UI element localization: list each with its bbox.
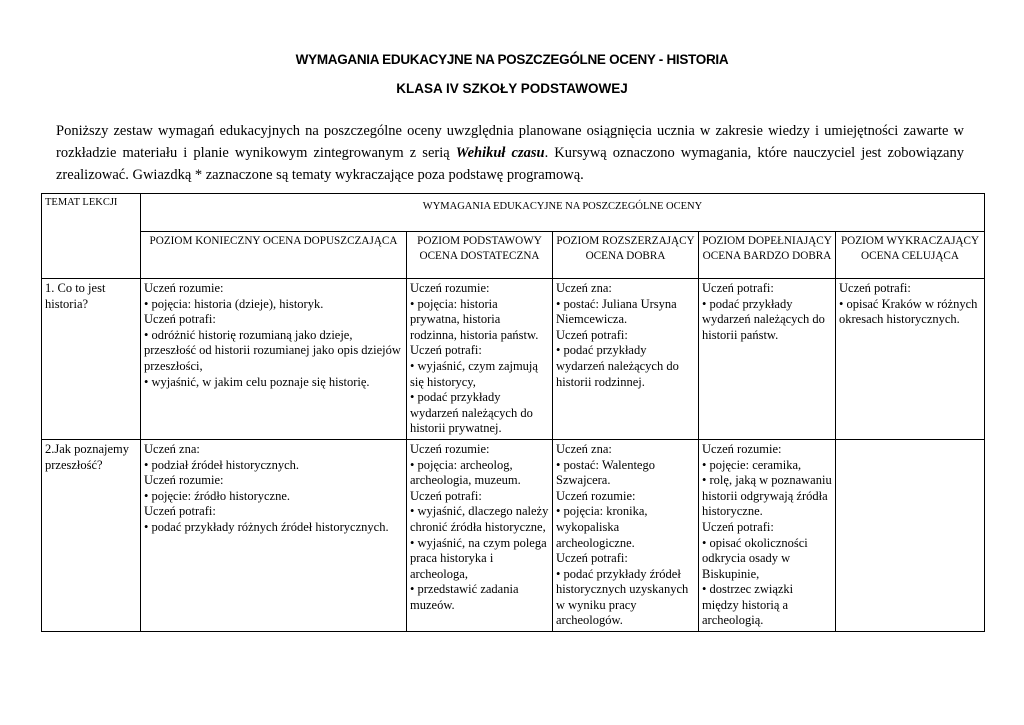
- intro-text-after: . Kursywą oznaczono wymagania, które nauczyciel jest zobowiązany zrealizować. Gwiazdką * zaznaczone są tematy wykraczające poza podstawę programową.: [56, 145, 964, 183]
- requirement-heading: Uczeń potrafi:: [556, 551, 628, 566]
- lesson-topic: 2.Jak poznajemy przeszłość?: [42, 439, 141, 631]
- requirements-header: [141, 194, 985, 232]
- requirement-cell: [141, 279, 407, 440]
- requirement-item: • pojęcie: źródło historyczne.: [144, 489, 403, 505]
- requirement-cell: [699, 439, 836, 631]
- requirement-item: • wyjaśnić, dlaczego należy chronić źródła historyczne,: [410, 504, 549, 535]
- requirement-heading: Uczeń potrafi:: [839, 281, 911, 295]
- requirement-heading: Uczeń potrafi:: [702, 519, 774, 534]
- requirement-heading: Uczeń rozumie:: [410, 281, 490, 295]
- requirement-cell: [836, 439, 985, 631]
- requirement-heading: Uczeń potrafi:: [410, 488, 482, 503]
- requirements-table: [41, 193, 985, 632]
- requirement-heading: Uczeń rozumie:: [410, 441, 490, 456]
- requirement-item: • wyjaśnić, w jakim celu poznaje się historię.: [144, 375, 403, 391]
- requirement-cell: [699, 279, 836, 440]
- level-header: POZIOM WYKRACZAJĄCY OCENA CELUJĄCA: [836, 232, 985, 279]
- requirement-heading: Uczeń potrafi:: [410, 343, 482, 358]
- requirement-item: • pojęcia: historia prywatna, historia rodzinna, historia państw.: [410, 297, 549, 344]
- series-name: Wehikuł czasu: [455, 145, 545, 161]
- level-header: POZIOM ROZSZERZAJĄCY OCENA DOBRA: [553, 232, 699, 279]
- requirement-item: • podać przykłady wydarzeń należących do historii rodzinnej.: [556, 343, 695, 390]
- requirement-item: • opisać okoliczności odkrycia osady w Biskupinie,: [702, 536, 832, 583]
- table-row: [42, 279, 985, 440]
- requirements-header-label: WYMAGANIA EDUKACYJNE NA POSZCZEGÓLNE OCENY: [422, 201, 703, 212]
- topic-column-header: TEMAT LEKCJI: [42, 194, 141, 279]
- requirement-item: • wyjaśnić, czym zajmują się historycy,: [410, 359, 549, 390]
- requirement-item: • podać przykłady różnych źródeł historycznych.: [144, 520, 403, 536]
- requirement-item: • postać: Juliana Ursyna Niemcewicza.: [556, 297, 695, 328]
- requirement-item: • podać przykłady wydarzeń należących do historii państw.: [702, 297, 832, 344]
- level-header: POZIOM PODSTAWOWY OCENA DOSTATECZNA: [407, 232, 553, 279]
- requirement-heading: Uczeń potrafi:: [702, 281, 774, 295]
- intro-text-before: Poniższy zestaw wymagań edukacyjnych na poszczególne oceny uwzględnia planowane osiągnięcia ucznia w zakresie wiedzy i umiejętności zawarte w rozkładzie materiału i planie wynikowym zintegrowanym z serią: [56, 123, 964, 161]
- requirement-item: • wyjaśnić, na czym polega praca historyka i archeologa,: [410, 536, 549, 583]
- document-title: WYMAGANIA EDUKACYJNE NA POSZCZEGÓLNE OCENY - HISTORIA: [295, 52, 729, 67]
- requirement-heading: Uczeń potrafi:: [144, 312, 216, 327]
- requirement-heading: Uczeń potrafi:: [556, 327, 628, 342]
- levels-header-row: [42, 232, 985, 279]
- requirement-item: • pojęcia: archeolog, archeologia, muzeum.: [410, 458, 549, 489]
- requirement-cell: [553, 439, 699, 631]
- requirement-heading: Uczeń potrafi:: [144, 504, 216, 519]
- requirement-heading: Uczeń zna:: [556, 441, 612, 456]
- requirement-item: • odróżnić historię rozumianą jako dzieje, przeszłość od historii rozumianej jako opis dziejów przeszłości,: [144, 328, 403, 375]
- requirement-cell: [141, 439, 407, 631]
- requirement-item: • dostrzec związki między historią a archeologią.: [702, 582, 832, 629]
- requirement-heading: Uczeń rozumie:: [144, 473, 224, 488]
- requirement-item: • podać przykłady źródeł historycznych uzyskanych w wyniku pracy archeologów.: [556, 567, 695, 629]
- requirement-item: • pojęcie: ceramika,: [702, 458, 832, 474]
- requirement-heading: Uczeń rozumie:: [556, 488, 636, 503]
- level-header: POZIOM DOPEŁNIAJĄCY OCENA BARDZO DOBRA: [699, 232, 836, 279]
- table-header-row: [42, 194, 985, 232]
- requirement-item: • podać przykłady wydarzeń należących do historii prywatnej.: [410, 390, 549, 437]
- requirement-item: • podział źródeł historycznych.: [144, 458, 403, 474]
- lesson-topic: 1. Co to jest historia?: [42, 279, 141, 440]
- requirement-item: • postać: Walentego Szwajcera.: [556, 458, 695, 489]
- requirement-heading: Uczeń zna:: [144, 441, 200, 456]
- requirement-item: • przedstawić zadania muzeów.: [410, 582, 549, 613]
- requirement-item: • pojęcia: historia (dzieje), historyk.: [144, 297, 403, 313]
- requirement-item: • opisać Kraków w różnych okresach historycznych.: [839, 297, 981, 328]
- level-header: POZIOM KONIECZNY OCENA DOPUSZCZAJĄCA: [141, 232, 407, 279]
- requirement-cell: [553, 279, 699, 440]
- intro-paragraph: [56, 120, 964, 186]
- requirement-heading: Uczeń rozumie:: [144, 281, 224, 295]
- requirement-cell: [407, 439, 553, 631]
- requirement-cell: [836, 279, 985, 440]
- requirement-item: • pojęcia: kronika, wykopaliska archeologiczne.: [556, 504, 695, 551]
- document-subtitle: KLASA IV SZKOŁY PODSTAWOWEJ: [396, 81, 628, 96]
- requirement-heading: Uczeń zna:: [556, 281, 612, 295]
- table-row: [42, 439, 985, 631]
- requirement-cell: [407, 279, 553, 440]
- requirement-item: • rolę, jaką w poznawaniu historii odgrywają źródła historyczne.: [702, 473, 832, 520]
- requirement-heading: Uczeń rozumie:: [702, 441, 782, 456]
